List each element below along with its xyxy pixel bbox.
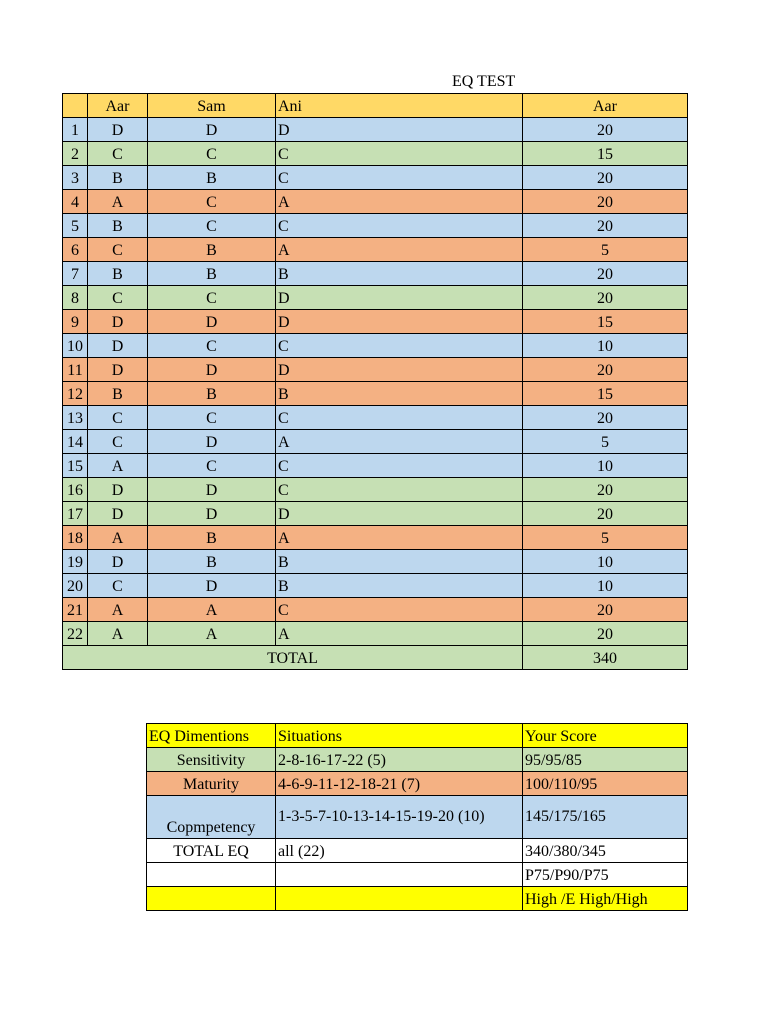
aar-answer-cell: D xyxy=(88,550,148,574)
score-cell: 10 xyxy=(523,454,688,478)
table-row xyxy=(63,214,688,238)
row-number-cell: 16 xyxy=(63,478,88,502)
header-cell-number xyxy=(63,94,88,118)
score-cell: 15 xyxy=(523,310,688,334)
ani-answer-cell: A xyxy=(276,526,523,550)
table-row xyxy=(63,262,688,286)
score-cell: 10 xyxy=(523,334,688,358)
score-cell: 20 xyxy=(523,406,688,430)
sam-answer-cell: B xyxy=(148,262,276,286)
row-number-cell: 12 xyxy=(63,382,88,406)
aar-answer-cell: C xyxy=(88,574,148,598)
table-row xyxy=(63,478,688,502)
row-number-cell: 15 xyxy=(63,454,88,478)
aar-answer-cell: C xyxy=(88,238,148,262)
sam-answer-cell: A xyxy=(148,622,276,646)
eq-situations-cell: all (22) xyxy=(276,839,523,863)
table-row xyxy=(63,622,688,646)
aar-answer-cell: C xyxy=(88,406,148,430)
sam-answer-cell: D xyxy=(148,310,276,334)
eq-score-cell: 145/175/165 xyxy=(523,796,688,839)
aar-answer-cell: C xyxy=(88,430,148,454)
total-row xyxy=(63,646,688,670)
header-cell-ani: Ani xyxy=(276,94,523,118)
aar-answer-cell: C xyxy=(88,286,148,310)
aar-answer-cell: A xyxy=(88,454,148,478)
score-cell: 20 xyxy=(523,214,688,238)
aar-answer-cell: D xyxy=(88,310,148,334)
table-row xyxy=(63,598,688,622)
eq-dimension-cell: Copmpetency xyxy=(147,796,276,839)
row-number-cell: 17 xyxy=(63,502,88,526)
score-cell: 5 xyxy=(523,238,688,262)
table-row xyxy=(63,526,688,550)
table-header-row xyxy=(63,94,688,118)
score-cell: 20 xyxy=(523,622,688,646)
score-cell: 20 xyxy=(523,502,688,526)
score-cell: 20 xyxy=(523,286,688,310)
aar-answer-cell: A xyxy=(88,526,148,550)
row-number-cell: 11 xyxy=(63,358,88,382)
row-number-cell: 2 xyxy=(63,142,88,166)
ani-answer-cell: D xyxy=(276,286,523,310)
score-cell: 10 xyxy=(523,574,688,598)
row-number-cell: 4 xyxy=(63,190,88,214)
row-number-cell: 14 xyxy=(63,430,88,454)
ani-answer-cell: A xyxy=(276,622,523,646)
aar-answer-cell: B xyxy=(88,382,148,406)
score-cell: 15 xyxy=(523,142,688,166)
aar-answer-cell: D xyxy=(88,478,148,502)
aar-answer-cell: C xyxy=(88,142,148,166)
sam-answer-cell: C xyxy=(148,142,276,166)
ani-answer-cell: C xyxy=(276,142,523,166)
sam-answer-cell: C xyxy=(148,190,276,214)
sam-answer-cell: C xyxy=(148,286,276,310)
eq-answers-table xyxy=(62,93,688,670)
sam-answer-cell: D xyxy=(148,118,276,142)
score-cell: 20 xyxy=(523,598,688,622)
table-row xyxy=(63,358,688,382)
ani-answer-cell: C xyxy=(276,598,523,622)
eq-dimension-row xyxy=(147,772,688,796)
sam-answer-cell: A xyxy=(148,598,276,622)
table-row xyxy=(63,166,688,190)
sam-answer-cell: D xyxy=(148,502,276,526)
table-row xyxy=(63,406,688,430)
aar-answer-cell: A xyxy=(88,622,148,646)
ani-answer-cell: D xyxy=(276,502,523,526)
eq-dimension-cell xyxy=(147,863,276,887)
header-cell-sam: Sam xyxy=(148,94,276,118)
page-title: EQ TEST xyxy=(452,73,516,90)
table-row xyxy=(63,334,688,358)
eq-score-cell: High /E High/High xyxy=(523,887,688,911)
sam-answer-cell: C xyxy=(148,214,276,238)
ani-answer-cell: C xyxy=(276,406,523,430)
table-row xyxy=(63,142,688,166)
aar-answer-cell: A xyxy=(88,190,148,214)
row-number-cell: 20 xyxy=(63,574,88,598)
row-number-cell: 1 xyxy=(63,118,88,142)
ani-answer-cell: C xyxy=(276,166,523,190)
table-row xyxy=(63,382,688,406)
row-number-cell: 9 xyxy=(63,310,88,334)
eq-dimension-row xyxy=(147,887,688,911)
eq-header-dimension: EQ Dimentions xyxy=(147,724,276,748)
row-number-cell: 6 xyxy=(63,238,88,262)
ani-answer-cell: D xyxy=(276,358,523,382)
eq-situations-cell xyxy=(276,863,523,887)
score-cell: 20 xyxy=(523,166,688,190)
eq-situations-cell: 1-3-5-7-10-13-14-15-19-20 (10) xyxy=(276,796,523,839)
eq-score-cell: 100/110/95 xyxy=(523,772,688,796)
ani-answer-cell: C xyxy=(276,454,523,478)
row-number-cell: 18 xyxy=(63,526,88,550)
sam-answer-cell: C xyxy=(148,334,276,358)
row-number-cell: 19 xyxy=(63,550,88,574)
sam-answer-cell: D xyxy=(148,430,276,454)
sam-answer-cell: B xyxy=(148,382,276,406)
eq-dimension-cell xyxy=(147,887,276,911)
aar-answer-cell: B xyxy=(88,166,148,190)
score-cell: 5 xyxy=(523,430,688,454)
eq-dimension-cell: Sensitivity xyxy=(147,748,276,772)
score-cell: 15 xyxy=(523,382,688,406)
aar-answer-cell: B xyxy=(88,214,148,238)
ani-answer-cell: B xyxy=(276,550,523,574)
sam-answer-cell: D xyxy=(148,478,276,502)
table-row xyxy=(63,550,688,574)
sam-answer-cell: D xyxy=(148,358,276,382)
ani-answer-cell: C xyxy=(276,334,523,358)
table-row xyxy=(63,574,688,598)
score-cell: 20 xyxy=(523,190,688,214)
sam-answer-cell: D xyxy=(148,574,276,598)
table-row xyxy=(63,310,688,334)
eq-situations-cell: 4-6-9-11-12-18-21 (7) xyxy=(276,772,523,796)
table-row xyxy=(63,430,688,454)
eq-dimension-row xyxy=(147,796,688,839)
score-cell: 10 xyxy=(523,550,688,574)
score-cell: 20 xyxy=(523,262,688,286)
eq-dimension-row xyxy=(147,863,688,887)
eq-dimension-cell: TOTAL EQ xyxy=(147,839,276,863)
score-cell: 5 xyxy=(523,526,688,550)
sam-answer-cell: B xyxy=(148,550,276,574)
ani-answer-cell: B xyxy=(276,382,523,406)
total-label: TOTAL xyxy=(63,646,523,670)
row-number-cell: 10 xyxy=(63,334,88,358)
aar-answer-cell: A xyxy=(88,598,148,622)
ani-answer-cell: C xyxy=(276,478,523,502)
table-row xyxy=(63,118,688,142)
eq-score-cell: P75/P90/P75 xyxy=(523,863,688,887)
row-number-cell: 13 xyxy=(63,406,88,430)
eq-header-score: Your Score xyxy=(523,724,688,748)
ani-answer-cell: B xyxy=(276,574,523,598)
ani-answer-cell: A xyxy=(276,190,523,214)
row-number-cell: 5 xyxy=(63,214,88,238)
sam-answer-cell: C xyxy=(148,454,276,478)
table-row xyxy=(63,502,688,526)
table-row xyxy=(63,190,688,214)
aar-answer-cell: D xyxy=(88,334,148,358)
eq-score-cell: 340/380/345 xyxy=(523,839,688,863)
ani-answer-cell: D xyxy=(276,118,523,142)
total-value: 340 xyxy=(523,646,688,670)
ani-answer-cell: A xyxy=(276,238,523,262)
sam-answer-cell: C xyxy=(148,406,276,430)
eq-dimensions-table xyxy=(146,723,688,911)
ani-answer-cell: A xyxy=(276,430,523,454)
aar-answer-cell: D xyxy=(88,118,148,142)
aar-answer-cell: D xyxy=(88,358,148,382)
ani-answer-cell: C xyxy=(276,214,523,238)
eq-dimension-row xyxy=(147,748,688,772)
eq-dimension-row xyxy=(147,839,688,863)
table-row xyxy=(63,286,688,310)
ani-answer-cell: D xyxy=(276,310,523,334)
header-cell-aar: Aar xyxy=(88,94,148,118)
row-number-cell: 8 xyxy=(63,286,88,310)
sam-answer-cell: B xyxy=(148,526,276,550)
row-number-cell: 3 xyxy=(63,166,88,190)
eq-header-row xyxy=(147,724,688,748)
sam-answer-cell: B xyxy=(148,166,276,190)
table-row xyxy=(63,454,688,478)
eq-score-cell: 95/95/85 xyxy=(523,748,688,772)
aar-answer-cell: D xyxy=(88,502,148,526)
eq-situations-cell: 2-8-16-17-22 (5) xyxy=(276,748,523,772)
header-cell-score: Aar xyxy=(523,94,688,118)
row-number-cell: 22 xyxy=(63,622,88,646)
aar-answer-cell: B xyxy=(88,262,148,286)
eq-dimension-cell: Maturity xyxy=(147,772,276,796)
score-cell: 20 xyxy=(523,478,688,502)
sam-answer-cell: B xyxy=(148,238,276,262)
score-cell: 20 xyxy=(523,358,688,382)
ani-answer-cell: B xyxy=(276,262,523,286)
eq-header-situations: Situations xyxy=(276,724,523,748)
row-number-cell: 7 xyxy=(63,262,88,286)
row-number-cell: 21 xyxy=(63,598,88,622)
table-row xyxy=(63,238,688,262)
eq-situations-cell xyxy=(276,887,523,911)
score-cell: 20 xyxy=(523,118,688,142)
